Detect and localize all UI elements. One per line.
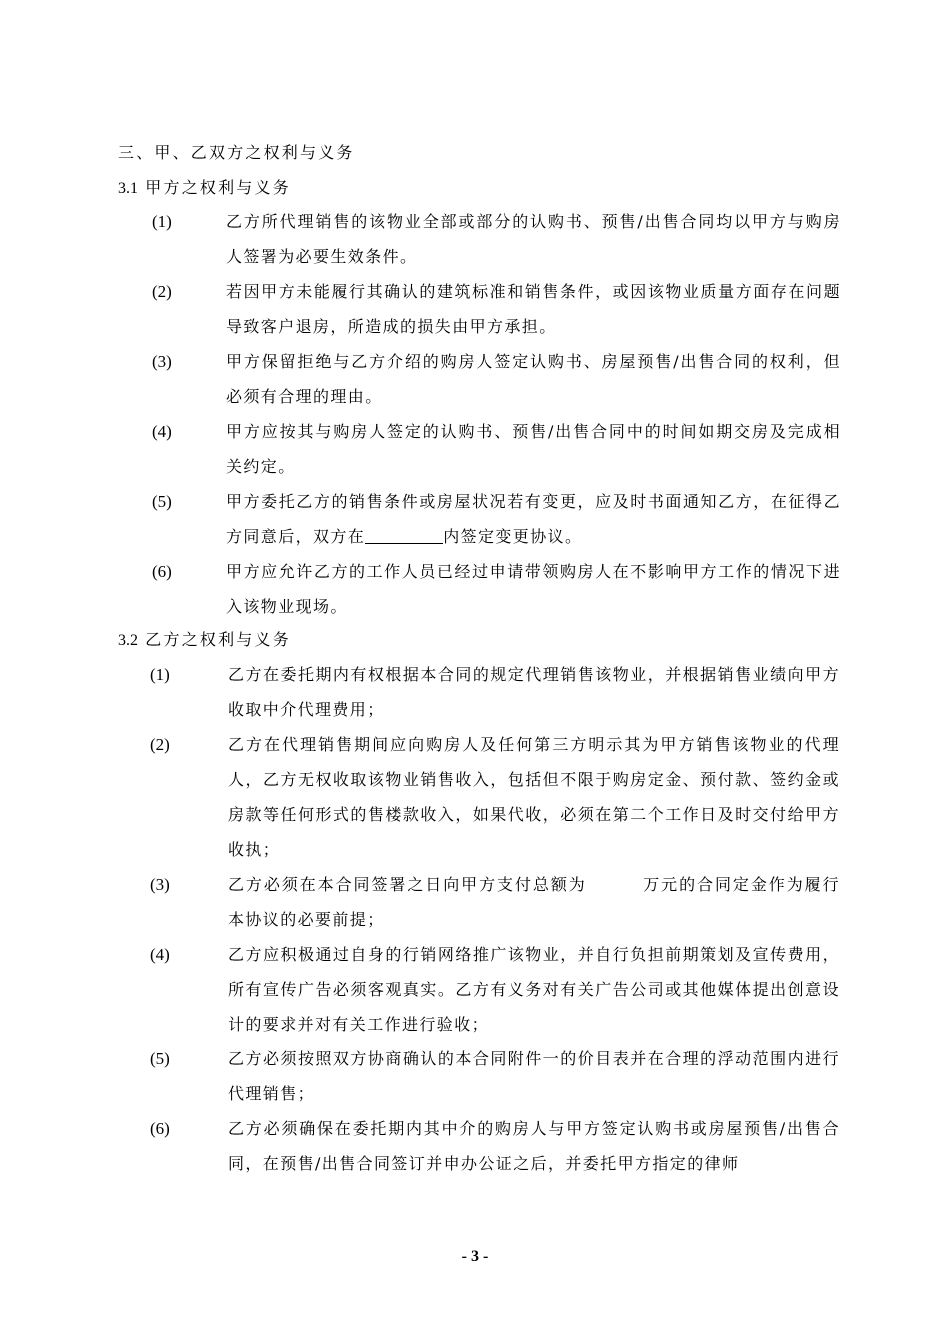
- s32-item-2-number: (2): [150, 735, 170, 754]
- s31-item-5-number: (5): [152, 492, 172, 511]
- subsection-3-2-title: 乙方之权利与义务: [145, 630, 291, 649]
- s32-item-3-number: (3): [150, 875, 170, 894]
- subsection-3-1-heading: [118, 178, 291, 199]
- s31-item-5-text-a: 甲方委托乙方的销售条件或房屋状况若有变更，应及时书面通知乙方，在征得乙方同意后，双方在: [226, 492, 841, 546]
- s32-item-3-text-b: 万元的合同定金作为履行本协议的必要前提；: [228, 875, 840, 929]
- s32-item-4-number: (4): [150, 945, 170, 964]
- s32-item-6-text: 乙方必须确保在委托期内其中介的购房人与甲方签定认购书或房屋预售/出售合同，在预售/出售合同签订并申办公证之后，并委托甲方指定的律师: [228, 1119, 840, 1173]
- s32-item-1-number: (1): [150, 665, 170, 684]
- s32-item-5-text: 乙方必须按照双方协商确认的本合同附件一的价目表并在合理的浮动范围内进行代理销售；: [228, 1049, 840, 1103]
- section-title: 三、甲、乙双方之权利与义务: [118, 143, 355, 162]
- s31-item-2-text: 若因甲方未能履行其确认的建筑标准和销售条件，或因该物业质量方面存在问题导致客户退房，所造成的损失由甲方承担。: [226, 282, 841, 336]
- s31-item-5-text-b: 内签定变更协议。: [443, 527, 583, 546]
- subsection-3-1-number: 3.1: [118, 180, 138, 197]
- subsection-3-1-title: 甲方之权利与义务: [145, 178, 291, 197]
- s31-item-4-text: 甲方应按其与购房人签定的认购书、预售/出售合同中的时间如期交房及完成相关约定。: [226, 422, 841, 476]
- page-number: - 3 -: [461, 1248, 489, 1265]
- s31-item-5-text: [226, 484, 841, 554]
- subsection-3-2-heading: [118, 630, 291, 651]
- s31-item-6-number: (6): [152, 562, 172, 581]
- s32-item-5-number: (5): [150, 1049, 170, 1068]
- subsection-3-2-number: 3.2: [118, 632, 138, 649]
- s32-item-3-text-a: 乙方必须在本合同签署之日向甲方支付总额为: [228, 875, 587, 894]
- s32-item-2-text: 乙方在代理销售期间应向购房人及任何第三方明示其为甲方销售该物业的代理人，乙方无权收取该物业销售收入，包括但不限于购房定金、预付款、签约金或房款等任何形式的售楼款收入，如果代收，必须在第二个工作日及时交付给甲方收执；: [228, 735, 840, 859]
- s31-item-1-number: (1): [152, 212, 172, 231]
- s32-item-6-number: (6): [150, 1119, 170, 1138]
- s31-item-3-number: (3): [152, 352, 172, 371]
- s31-item-2-number: (2): [152, 282, 172, 301]
- s31-item-6-text: 甲方应允许乙方的工作人员已经过申请带领购房人在不影响甲方工作的情况下进入该物业现场。: [226, 562, 841, 616]
- s31-item-1-text: 乙方所代理销售的该物业全部或部分的认购书、预售/出售合同均以甲方与购房人签署为必要生效条件。: [226, 212, 841, 266]
- s32-item-1-text: 乙方在委托期内有权根据本合同的规定代理销售该物业，并根据销售业绩向甲方收取中介代理费用；: [228, 665, 840, 719]
- s31-item-3-text: 甲方保留拒绝与乙方介绍的购房人签定认购书、房屋预售/出售合同的权利，但必须有合理的理由。: [226, 352, 841, 406]
- s32-item-3-text: [228, 867, 840, 937]
- fill-in-blank: [365, 527, 443, 544]
- s31-item-4-number: (4): [152, 422, 172, 441]
- s32-item-4-text: 乙方应积极通过自身的行销网络推广该物业，并自行负担前期策划及宣传费用，所有宣传广告必须客观真实。乙方有义务对有关广告公司或其他媒体提出创意设计的要求并对有关工作进行验收；: [228, 945, 840, 1034]
